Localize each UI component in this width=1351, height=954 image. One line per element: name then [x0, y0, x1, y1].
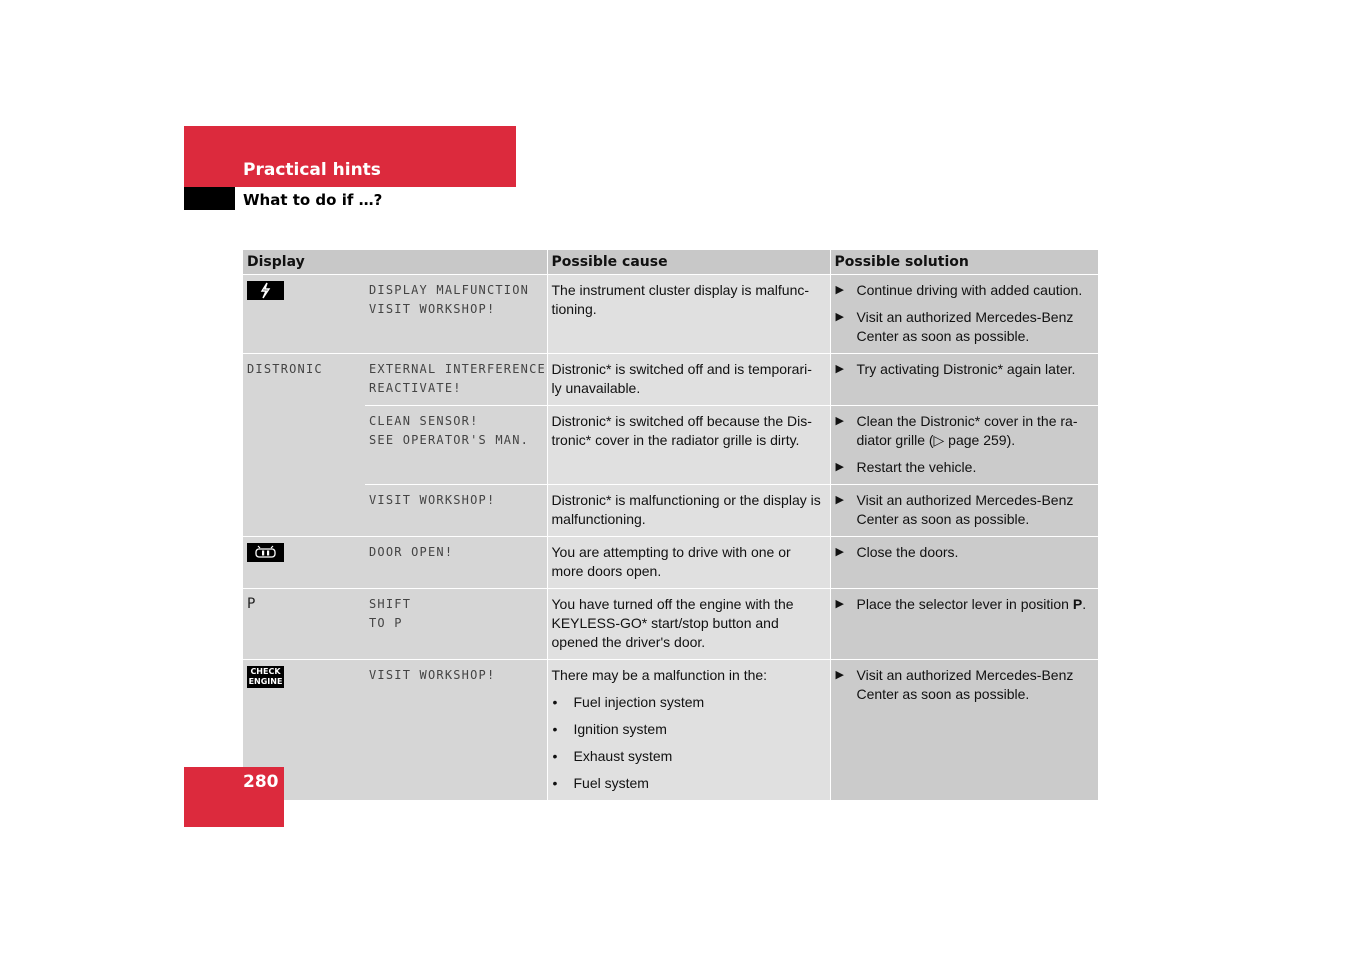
list-item: • Ignition system: [552, 721, 667, 737]
display-symbol-cell: [243, 354, 365, 537]
subsection-title: What to do if …?: [243, 191, 383, 209]
solution-cell: [830, 354, 1098, 406]
solution-step: ▶ Visit an authorized Mercedes-Benz Center as soon as possible.: [835, 667, 1074, 702]
display-message-cell: [365, 589, 547, 660]
display-message-cell: [365, 660, 547, 801]
table-row: [243, 589, 1098, 660]
cause-intro: There may be a malfunction in the:: [551, 667, 768, 683]
section-title: Practical hints: [243, 160, 381, 180]
solution-cell: [830, 660, 1098, 801]
header-cause: Possible cause: [547, 250, 830, 275]
malfunction-flash-icon: [247, 281, 284, 300]
display-message-cell: [365, 537, 547, 589]
table-row: [243, 354, 1098, 406]
table-row: [243, 275, 1098, 354]
display-message-line: REACTIVATE!: [369, 381, 462, 395]
display-label: DISTRONIC: [247, 362, 323, 376]
display-message-cell: [365, 354, 547, 406]
header-solution: Possible solution: [830, 250, 1098, 275]
display-message-line: TO P: [369, 616, 403, 630]
table-row: [243, 660, 1098, 801]
solution-step: ▶ Clean the Distronic* cover in the ra- diator grille (▷ page 259).: [835, 413, 1078, 448]
table-row: [243, 485, 1098, 537]
solution-step: ▶ Close the doors.: [835, 544, 959, 560]
display-message-line: SHIFT: [369, 597, 412, 611]
display-message-line: DISPLAY MALFUNCTION: [369, 283, 530, 297]
cause-cell: [547, 660, 830, 801]
list-item: • Exhaust system: [552, 748, 673, 764]
display-message-line: VISIT WORKSHOP!: [369, 493, 496, 507]
display-message-line: VISIT WORKSHOP!: [369, 302, 496, 316]
check-engine-icon: CHECK ENGINE: [248, 667, 283, 686]
display-message-cell: [365, 406, 547, 485]
arrow-right-icon: ▶: [835, 415, 844, 427]
arrow-right-icon: ▶: [835, 363, 844, 375]
table-row: [243, 406, 1098, 485]
display-message-line: CLEAN SENSOR!: [369, 414, 479, 428]
troubleshooting-table: [243, 250, 1098, 800]
cause-cell: Distronic* is switched off and is temporari- ly unavailable.: [547, 354, 830, 406]
list-item: • Fuel injection system: [552, 694, 705, 710]
list-item: • Fuel system: [552, 775, 649, 791]
subsection-marker: [184, 187, 235, 210]
header-display: Display: [243, 250, 547, 275]
door-open-icon: [247, 543, 284, 562]
display-message-line: EXTERNAL INTERFERENCE: [369, 362, 546, 376]
solution-cell: [830, 275, 1098, 354]
page-number: 280: [243, 772, 279, 792]
display-message-line: VISIT WORKSHOP!: [369, 668, 496, 682]
arrow-right-icon: ▶: [835, 669, 844, 681]
solution-cell: [830, 406, 1098, 485]
arrow-right-icon: ▶: [835, 284, 844, 296]
solution-step: ▶ Restart the vehicle.: [835, 459, 977, 475]
arrow-right-icon: ▶: [835, 546, 844, 558]
solution-step: ▶ Place the selector lever in position P.: [835, 596, 1087, 612]
display-message-line: DOOR OPEN!: [369, 545, 454, 559]
arrow-right-icon: ▶: [835, 494, 844, 506]
cause-cell: Distronic* is malfunctioning or the display is malfunctioning.: [547, 485, 830, 537]
cause-cell: You have turned off the engine with the KEYLESS-GO* start/stop button and opened the driver's door.: [547, 589, 830, 660]
table-header-row: [243, 250, 1098, 275]
solution-step: ▶ Try activating Distronic* again later.: [835, 361, 1076, 377]
arrow-right-icon: ▶: [835, 598, 844, 610]
display-symbol-cell: [243, 537, 365, 589]
display-label: P: [247, 596, 257, 612]
arrow-right-icon: ▶: [835, 311, 844, 323]
solution-cell: [830, 537, 1098, 589]
cause-cell: You are attempting to drive with one or more doors open.: [547, 537, 830, 589]
arrow-right-icon: ▶: [835, 461, 844, 473]
table-row: [243, 537, 1098, 589]
display-message-cell: [365, 485, 547, 537]
cause-cell: The instrument cluster display is malfunc- tioning.: [547, 275, 830, 354]
display-message-line: SEE OPERATOR'S MAN.: [369, 433, 530, 447]
display-message-cell: [365, 275, 547, 354]
cause-cell: Distronic* is switched off because the Dis- tronic* cover in the radiator grille is dirty.: [547, 406, 830, 485]
display-symbol-cell: [243, 589, 365, 660]
solution-cell: [830, 589, 1098, 660]
solution-cell: [830, 485, 1098, 537]
solution-step: ▶ Visit an authorized Mercedes-Benz Center as soon as possible.: [835, 309, 1074, 344]
solution-step: ▶ Visit an authorized Mercedes-Benz Center as soon as possible.: [835, 492, 1074, 527]
solution-step: ▶ Continue driving with added caution.: [835, 282, 1083, 298]
display-symbol-cell: [243, 275, 365, 354]
